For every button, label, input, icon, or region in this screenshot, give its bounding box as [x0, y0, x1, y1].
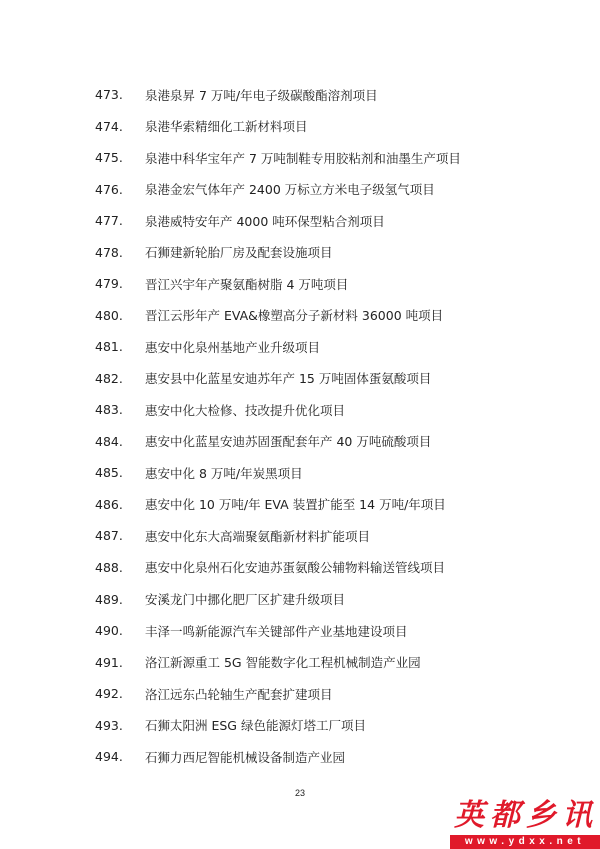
item-number: 490.: [95, 623, 123, 639]
item-text: 洛江远东凸轮轴生产配套扩建项目: [145, 686, 333, 702]
item-text: 石狮太阳洲 ESG 绿色能源灯塔工厂项目: [145, 718, 366, 734]
list-item: [0, 678, 600, 710]
item-number: 492.: [95, 686, 123, 702]
watermark-logo: [450, 790, 600, 849]
list-item: [0, 520, 600, 552]
list-item: [0, 489, 600, 521]
list-item: [0, 142, 600, 174]
item-text: 泉港泉昇 7 万吨/年电子级碳酸酯溶剂项目: [145, 87, 378, 103]
item-number: 489.: [95, 591, 123, 607]
item-text: 惠安中化 10 万吨/年 EVA 装置扩能至 14 万吨/年项目: [145, 497, 446, 513]
item-number: 494.: [95, 749, 123, 765]
item-number: 475.: [95, 150, 123, 166]
list-item: [0, 457, 600, 489]
item-text: 泉港中科华宝年产 7 万吨制鞋专用胶粘剂和油墨生产项目: [145, 150, 461, 166]
list-item: [0, 583, 600, 615]
item-text: 惠安中化泉州基地产业升级项目: [145, 339, 321, 355]
item-text: 洛江新源重工 5G 智能数字化工程机械制造产业园: [145, 655, 421, 671]
item-number: 488.: [95, 559, 123, 575]
list-item: [0, 300, 600, 332]
item-number: 487.: [95, 528, 123, 544]
item-number: 477.: [95, 213, 123, 229]
list-item: [0, 205, 600, 237]
item-text: 晋江云彤年产 EVA&橡塑高分子新材料 36000 吨项目: [145, 308, 444, 324]
item-text: 惠安中化泉州石化安迪苏蛋氨酸公辅物料输送管线项目: [145, 560, 446, 576]
list-item: [0, 552, 600, 584]
list-item: [0, 79, 600, 111]
item-text: 石狮力西尼智能机械设备制造产业园: [145, 749, 346, 765]
item-number: 484.: [95, 433, 123, 449]
item-number: 476.: [95, 181, 123, 197]
item-text: 泉港华索精细化工新材料项目: [145, 119, 308, 135]
watermark-title: 英都乡讯: [454, 798, 598, 833]
item-text: 晋江兴宇年产聚氨酯树脂 4 万吨项目: [145, 276, 349, 292]
list-item: [0, 394, 600, 426]
item-text: 丰泽一鸣新能源汽车关键部件产业基地建设项目: [145, 623, 408, 639]
project-list: [0, 79, 600, 772]
item-text: 泉港威特安年产 4000 吨环保型粘合剂项目: [145, 213, 385, 229]
list-item: [0, 709, 600, 741]
page-number: 23: [294, 788, 305, 798]
list-item: [0, 331, 600, 363]
watermark-url: www.ydxx.net: [450, 835, 600, 849]
item-number: 479.: [95, 276, 123, 292]
item-text: 惠安县中化蓝星安迪苏年产 15 万吨固体蛋氨酸项目: [145, 371, 432, 387]
item-text: 惠安中化蓝星安迪苏固蛋配套年产 40 万吨硫酸项目: [145, 434, 432, 450]
item-number: 480.: [95, 307, 123, 323]
item-number: 481.: [95, 339, 123, 355]
list-item: [0, 268, 600, 300]
item-text: 安溪龙门中挪化肥厂区扩建升级项目: [145, 592, 346, 607]
item-text: 泉港金宏气体年产 2400 万标立方米电子级氢气项目: [145, 182, 435, 198]
list-item: [0, 646, 600, 678]
item-text: 惠安中化大检修、技改提升优化项目: [145, 402, 346, 418]
item-number: 491.: [95, 654, 123, 670]
list-item: [0, 615, 600, 647]
list-item: [0, 111, 600, 143]
list-item: [0, 174, 600, 206]
item-number: 474.: [95, 118, 123, 134]
item-text: 石狮建新轮胎厂房及配套设施项目: [145, 245, 333, 261]
item-number: 473.: [95, 87, 123, 103]
list-item: [0, 426, 600, 458]
item-text: 惠安中化 8 万吨/年炭黑项目: [145, 465, 303, 481]
item-number: 483.: [95, 402, 123, 418]
list-item: [0, 741, 600, 773]
item-number: 486.: [95, 496, 123, 512]
item-number: 493.: [95, 717, 123, 733]
item-number: 478.: [95, 244, 123, 260]
list-item: [0, 237, 600, 269]
list-item: [0, 363, 600, 395]
item-text: 惠安中化东大高端聚氨酯新材料扩能项目: [145, 528, 371, 544]
item-number: 482.: [95, 370, 123, 386]
item-number: 485.: [95, 465, 123, 481]
